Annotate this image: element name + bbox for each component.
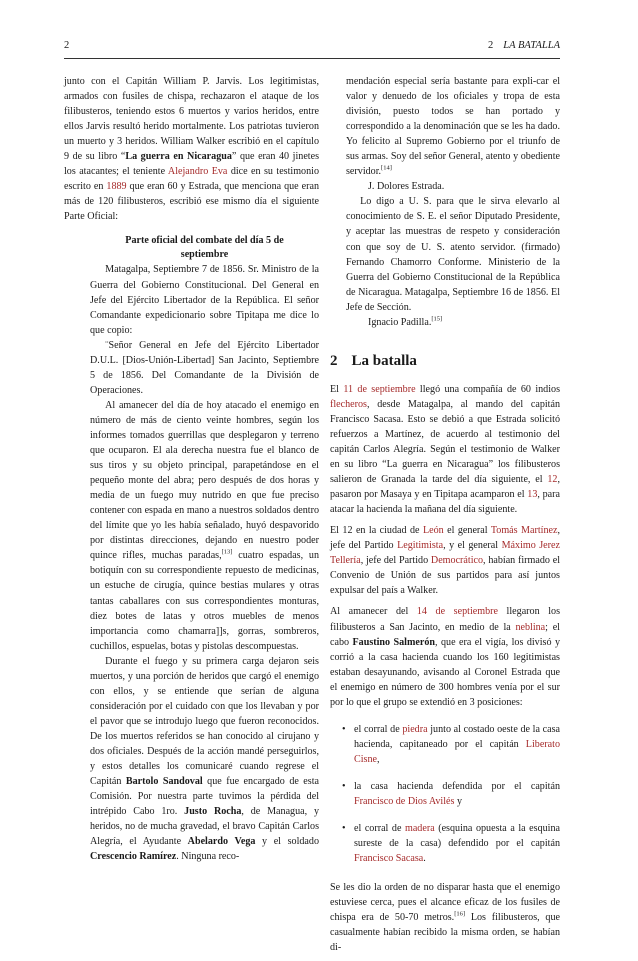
list-text: (esquina opuesta a la esquina sureste de la casa) defendido por el capitán <box>354 823 560 850</box>
running-head <box>488 40 560 51</box>
section-title: La batalla <box>351 352 417 369</box>
bullet-icon: • <box>342 823 346 835</box>
quote-text: Al amanecer del día de hoy atacado el enemigo en número de más de ciento veinte hombres, según los informes tomados guerrillas que desplegaron y terreno que ocuparon. El ala derecha nuestra fue el blanco de sus tiros y su objeto principal, parapetándose en el pequeño monte del abra; pero después de dos horas y media de un fuego muy nutrido en que fue preciso contener con espada en mano a nuestros soldados dentro del límite que yo les había señalado, huyó despavorido por distintas direcciones, dejando en nuestro poder quince rifles, muchas paradas, <box>90 399 319 562</box>
body-text: llegaron los filibusteros a San Jacinto, en medio de la <box>330 606 561 633</box>
quote-text: mendación especial sería bastante para expli-car el valor y denuedo de los oficiales y tropa de esta división, puesto todos se han portado y correspondido a la denominación que se les ha dado. Yo felicito al Supremo Gobierno por el triunfo de sus armas. Soy del señor General, atento y obediente servidor. <box>346 76 560 178</box>
signature-padilla <box>346 315 560 330</box>
link-democratico[interactable]: Democrático <box>430 555 484 567</box>
bullet-icon: • <box>342 780 346 792</box>
intro-paragraph <box>64 74 319 224</box>
link-madera[interactable]: madera <box>404 823 435 835</box>
right-column <box>330 74 560 961</box>
intro-text: junto con el Capitán William P. Jarvis. Los legitimistas, armados con fusiles de chispa, rechazaron el ataque de los filibusteros, teniendo estos 6 muertos y varios heridos, entre ellos Jarvis resultó herido mortalmente. Los patriotas tuvieron un muerto y 3 heridos. William Walker escribió en el capítulo 9 de su libro “ <box>64 76 319 163</box>
left-column <box>64 74 319 864</box>
name-justo-rocha: Justo Rocha <box>184 806 242 818</box>
link-1889[interactable]: 1889 <box>106 181 127 193</box>
list-text: y <box>454 795 463 807</box>
intro-text: ” que eran 40 jinetes los atacantes; el teniente <box>64 151 320 178</box>
list-text: , <box>377 753 380 765</box>
section-heading <box>330 352 560 370</box>
name-bartolo-sandoval: Bartolo Sandoval <box>125 776 203 788</box>
signature-estrada: J. Dolores Estrada. <box>368 181 445 193</box>
link-leon[interactable]: León <box>422 525 444 537</box>
body-text: ; el cabo <box>330 621 560 648</box>
link-11-septiembre[interactable]: 11 de septiembre <box>343 383 416 395</box>
quote-title: Parte oficial del combate del día 5 de septiembre <box>125 235 284 261</box>
page-number: 2 <box>64 40 70 51</box>
link-flecheros[interactable]: flecheros <box>330 398 367 410</box>
quote-paragraph: Matagalpa, Septiembre 7 de 1856. Sr. Ministro de la Guerra del Gobierno Constitucional. Del General en Jefe del Ejército Libertador de la República. El señor Comandante expedicionario sobre Tipitapa me dice lo que copio: <box>90 264 319 336</box>
positions-list <box>330 722 560 866</box>
name-crescencio-ramirez: Crescencio Ramírez <box>90 851 177 863</box>
list-item <box>344 821 560 866</box>
official-report-quote <box>90 234 319 864</box>
link-14-septiembre[interactable]: 14 de septiembre <box>416 606 498 618</box>
link-legitimista[interactable]: Legitimista <box>397 540 444 552</box>
quote-text: y el soldado <box>255 836 319 848</box>
quote-text: que fue encargado de esta Comisión. Por nuestra parte tuvimos la pérdida del intrépido Cabo 1ro. <box>90 776 319 818</box>
list-text: la casa hacienda defendida por el capitán <box>354 780 560 792</box>
list-text: junto al costado oeste de la casa hacienda, capitaneado por el capitán <box>354 723 561 750</box>
link-12[interactable]: 12 <box>547 474 558 486</box>
body-text: , jefe del Partido <box>330 525 560 552</box>
name-abelardo-vega: Abelardo Vega <box>187 836 256 848</box>
quote-text: Durante el fuego y su primera carga dejaron seis muertos, y una porción de heridos que cargó el enemigo con ellos, y se entiende que serían de alguna consideración por el cuidado con que los llevaban y por el pavor que se introdujo luego que fueron reconocidos. De los muertos referidos se han conocido al cirujano y dos oficiales. Después de la acción mandé perseguirlos, y estos detalles los comunicaré cuando regrese el Capitán <box>90 655 319 788</box>
reference-13[interactable]: [13] <box>221 549 233 556</box>
link-maximo-jerez[interactable]: Máximo Jerez Tellería <box>330 540 560 567</box>
body-text: , para atacar la hacienda la mañana del día siguiente. <box>330 489 560 516</box>
body-text: , jefe del Partido <box>360 555 431 567</box>
quote-text: cuatro espadas, un botiquín con su correspondiente repuesto de medicinas, un estuche de cirugía, quince bestias mulares y otras tantas caballares con sus correspondientes monturas, diez botes de latas y otros muebles de menos importancia como chamarra]]s, gorras, sombreros, cuchillos, espuelas, botas y pistolas descompuestas. <box>90 550 319 652</box>
body-paragraph <box>330 382 560 517</box>
link-liberato-cisne[interactable]: Liberato Cisne <box>354 738 560 765</box>
body-paragraph <box>330 604 560 709</box>
link-13[interactable]: 13 <box>527 489 538 501</box>
list-text: el corral de <box>354 823 405 835</box>
list-item <box>344 722 560 767</box>
link-neblina[interactable]: neblina <box>515 621 546 633</box>
running-head-title: LA BATALLA <box>503 40 560 51</box>
reference-15[interactable]: [15] <box>431 315 443 323</box>
quote-continuation <box>346 74 560 330</box>
list-item <box>344 779 560 809</box>
body-text: Se les dio la orden de no disparar hasta que el enemigo estuviese cerca, pues el alcance eficaz de los fusiles de chispa era de 50-70 metros. <box>330 882 560 924</box>
signature-text: Ignacio Padilla. <box>368 316 432 328</box>
intro-text: dice en su testimonio escrito en <box>64 166 320 193</box>
running-head-number: 2 <box>488 40 494 51</box>
bullet-icon: • <box>342 723 346 735</box>
section-number: 2 <box>330 352 338 369</box>
body-text: , que era el vigía, los divisó y corrió a la casa hacienda cuando los 160 legitimistas estaban desayunando, avisando al Coronel Estrada que el enemigo en número de 300 hombres venía por el sur por lo que el grupo se extendió en 3 posiciones: <box>330 636 560 708</box>
header-rule <box>64 58 560 59</box>
body-text: , desde Matagalpa, al mando del capitán Francisco Sacasa. Esto se debió a que Estrada solicitó refuerzos a Martínez, de acuerdo al testimonio del capitán Carlos Alegría. Según el testimonio de Walker en su libro “La guerra en Nicaragua” los filibusteros salieron de Granada la tarde del día siguiente, el <box>330 398 560 486</box>
link-francisco-sacasa[interactable]: Francisco Sacasa <box>354 853 424 865</box>
body-text: , y el general <box>443 540 502 552</box>
quote-paragraph <box>90 398 319 654</box>
quote-paragraph <box>90 654 319 865</box>
intro-text: que eran 60 y Estrada, que menciona que eran más de 120 filibusteros, escribió ese mismo día el siguiente Parte Oficial: <box>64 181 319 223</box>
quote-text: , de Managua, y heridos, no de mucha gravedad, el bravo Capitán Carlos Alegría, el Ayudante <box>90 806 319 848</box>
link-alejandro-eva[interactable]: Alejandro Eva <box>167 166 228 178</box>
reference-16[interactable]: [16] <box>454 910 466 918</box>
reference-14[interactable]: [14] <box>381 164 392 172</box>
list-text: el corral de <box>354 723 403 735</box>
quote-paragraph <box>346 74 560 179</box>
name-faustino-salmeron: Faustino Salmerón <box>352 636 436 648</box>
body-text: Los filibusteros, que casualmente habían recibido la misma orden, se habían di- <box>330 912 560 954</box>
body-paragraph <box>330 880 560 955</box>
page-header <box>64 40 560 56</box>
body-text: el general <box>443 525 491 537</box>
body-paragraph <box>330 523 560 598</box>
book-title: La guerra en Nicaragua <box>125 151 232 163</box>
link-tomas-martinez[interactable]: Tomás Martínez <box>490 525 558 537</box>
body-text: El <box>330 383 344 395</box>
quote-paragraph: Lo digo a U. S. para que le sirva elevarlo al conocimiento de S. E. el señor Diputado Presidente, y aceptar las muestras de respeto y consideración con que soy de U. S. atento servidor. (firmado) Fernando Chamorro Conforme. Ministerio de la Guerra del Gobierno Constitucional de la República de Nicaragua. Matagalpa, Septiembre 16 de 1856. El Jefe de Sección. <box>346 196 560 313</box>
body-text: El 12 en la ciudad de <box>330 525 423 537</box>
link-francisco-de-dios-aviles[interactable]: Francisco de Dios Avilés <box>354 795 455 807</box>
body-text: llegó una compañía de 60 indios <box>415 383 560 395</box>
body-text: , pasaron por Masaya y en Tipitapa acamparon el <box>330 474 560 501</box>
quote-text: . Ninguna reco- <box>176 851 240 863</box>
list-text: . <box>423 853 426 865</box>
body-text: , habían firmado el Convenio de Unión de sus partidos para así juntos expulsar del país a Walker. <box>330 555 560 597</box>
quote-paragraph: ¨Señor General en Jefe del Ejército Libertador D.U.L. [Dios-Unión-Libertad] San Jacinto, Septiembre 5 de 1856. Del Comandante de la División de Operaciones. <box>90 339 319 396</box>
body-text: Al amanecer del <box>330 606 417 618</box>
link-piedra[interactable]: piedra <box>402 723 428 735</box>
